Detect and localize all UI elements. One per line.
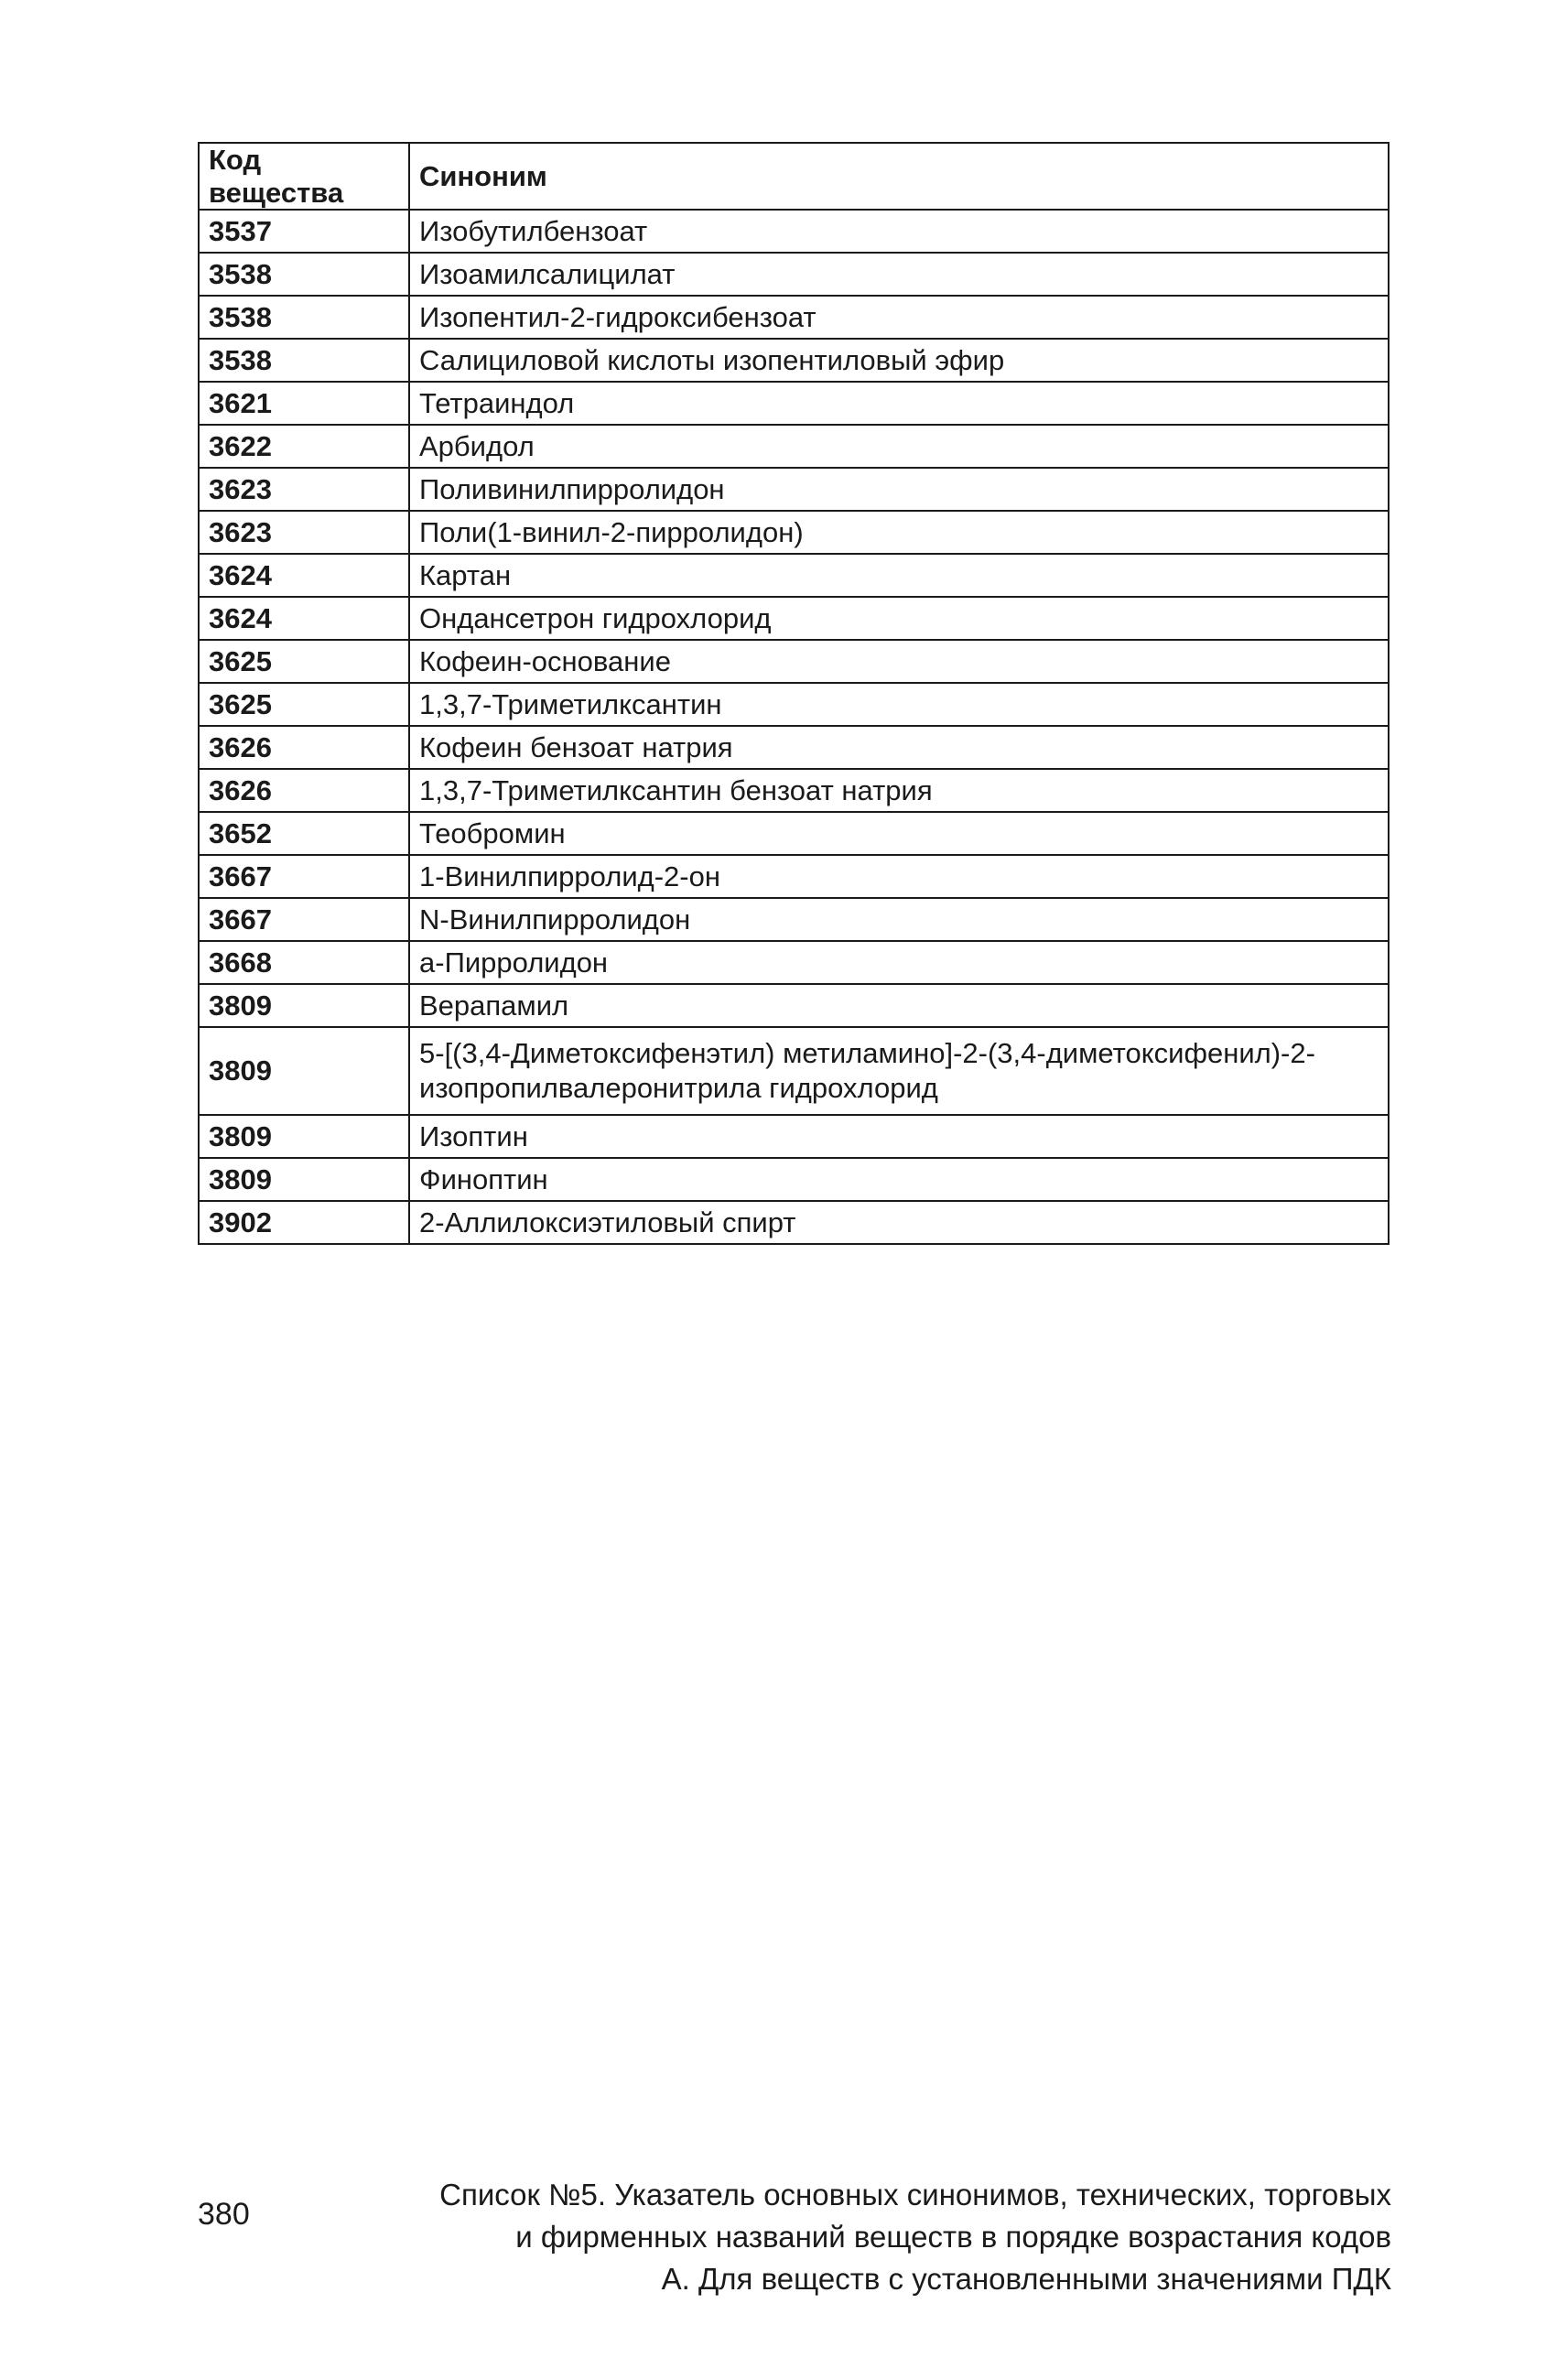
table-row: [199, 468, 1389, 511]
substance-code-cell: 3809: [199, 1027, 409, 1115]
footer-line: Список №5. Указатель основных синонимов, технических, торговых: [439, 2178, 1391, 2211]
table-row: [199, 898, 1389, 941]
footer-line: А. Для веществ с установленными значениями ПДК: [661, 2262, 1391, 2297]
table-row: [199, 296, 1389, 339]
synonym-cell: Верапамил: [409, 984, 1389, 1027]
synonym-cell: [409, 1027, 1389, 1115]
substance-code-cell: 3667: [199, 855, 409, 898]
table-row: [199, 812, 1389, 855]
synonym-cell: a-Пирролидон: [409, 941, 1389, 984]
synonym-cell: Салициловой кислоты изопентиловый эфир: [409, 339, 1389, 382]
synonym-cell: Картан: [409, 554, 1389, 597]
synonym-cell: Кофеин бензоат натрия: [409, 726, 1389, 769]
synonym-line: 5-[(3,4-Диметоксифенэтил) метиламино]-2-(3,4-диметоксифенил)-2-: [419, 1036, 1315, 1069]
table-row: [199, 726, 1389, 769]
substance-code-cell: 3626: [199, 769, 409, 812]
synonym-cell: Изоамилсалицилат: [409, 253, 1389, 296]
table-row: [199, 597, 1389, 640]
table-row: [199, 1115, 1389, 1158]
substance-code-cell: 3623: [199, 511, 409, 554]
synonym-cell: 1,3,7-Триметилксантин бензоат натрия: [409, 769, 1389, 812]
substance-code-cell: 3668: [199, 941, 409, 984]
substance-code-cell: 3902: [199, 1201, 409, 1244]
synonym-cell: 1,3,7-Триметилксантин: [409, 683, 1389, 726]
column-header-code: Код вещества: [199, 143, 409, 210]
table-row: [199, 339, 1389, 382]
table-header-row: [199, 143, 1389, 210]
substance-code-cell: 3667: [199, 898, 409, 941]
substance-code-cell: 3626: [199, 726, 409, 769]
synonym-line: изопропилвалеронитрила гидрохлорид: [419, 1072, 938, 1105]
synonym-cell: Тетраиндол: [409, 382, 1389, 425]
synonym-cell: Теобромин: [409, 812, 1389, 855]
substance-code-cell: 3538: [199, 296, 409, 339]
table-row: [199, 640, 1389, 683]
table-row: [199, 1201, 1389, 1244]
table-row: [199, 425, 1389, 468]
table-row: [199, 683, 1389, 726]
table-row: [199, 253, 1389, 296]
substance-code-cell: 3809: [199, 984, 409, 1027]
synonym-cell: Кофеин-основание: [409, 640, 1389, 683]
synonym-cell: Финоптин: [409, 1158, 1389, 1201]
synonym-cell: Изобутилбензоат: [409, 210, 1389, 253]
synonym-cell: Ондансетрон гидрохлорид: [409, 597, 1389, 640]
substance-code-cell: 3652: [199, 812, 409, 855]
substance-code-cell: 3623: [199, 468, 409, 511]
table-row: [199, 769, 1389, 812]
synonym-cell: N-Винилпирролидон: [409, 898, 1389, 941]
substance-code-cell: 3625: [199, 640, 409, 683]
synonym-cell: 2-Аллилоксиэтиловый спирт: [409, 1201, 1389, 1244]
substance-code-cell: 3624: [199, 554, 409, 597]
synonym-cell: Поли(1-винил-2-пирролидон): [409, 511, 1389, 554]
substance-code-cell: 3809: [199, 1115, 409, 1158]
table-row: [199, 855, 1389, 898]
synonym-cell: Изопентил-2-гидроксибензоат: [409, 296, 1389, 339]
table-row: [199, 554, 1389, 597]
substance-code-cell: 3537: [199, 210, 409, 253]
substance-code-cell: 3621: [199, 382, 409, 425]
synonym-cell: Изоптин: [409, 1115, 1389, 1158]
substance-code-cell: 3538: [199, 339, 409, 382]
substance-code-cell: 3625: [199, 683, 409, 726]
substance-code-cell: 3622: [199, 425, 409, 468]
table-row: [199, 1158, 1389, 1201]
substance-code-cell: 3624: [199, 597, 409, 640]
column-header-synonym: Синоним: [409, 143, 1389, 210]
running-footer: [384, 2174, 1391, 2301]
footer-line: и фирменных названий веществ в порядке возрастания кодов: [515, 2220, 1391, 2255]
synonym-cell: Арбидол: [409, 425, 1389, 468]
table-row: [199, 1027, 1389, 1115]
synonym-cell: Поливинилпирролидон: [409, 468, 1389, 511]
synonyms-table: [198, 142, 1390, 1245]
synonym-cell: 1-Винилпирролид-2-он: [409, 855, 1389, 898]
table-row: [199, 984, 1389, 1027]
page-number: 380: [198, 2197, 250, 2232]
table-row: [199, 941, 1389, 984]
table-row: [199, 210, 1389, 253]
table-row: [199, 511, 1389, 554]
table-row: [199, 382, 1389, 425]
substance-code-cell: 3809: [199, 1158, 409, 1201]
substance-code-cell: 3538: [199, 253, 409, 296]
